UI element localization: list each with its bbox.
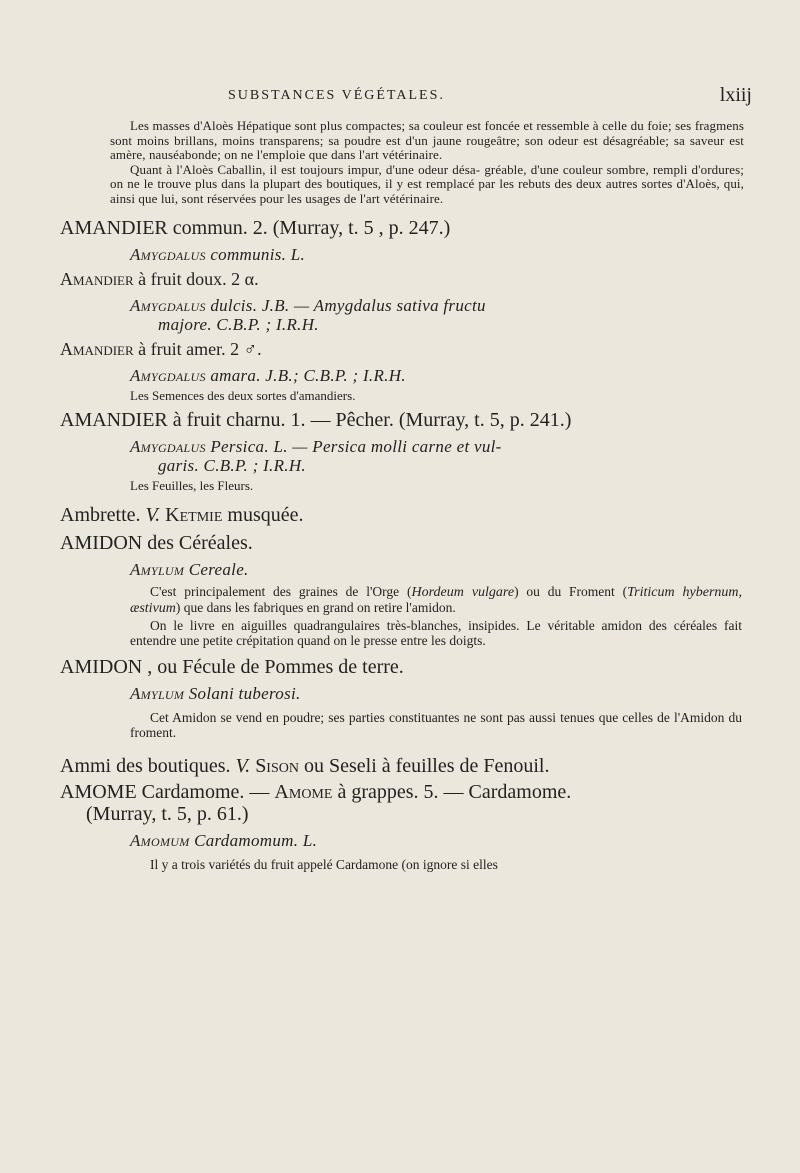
synonym-amandier-amer: Amygdalus amara. J.B.; C.B.P. ; I.R.H. — [130, 365, 406, 385]
synonym-amome: Amomum Cardamomum. L. — [130, 830, 318, 850]
synonym-amidon-pommes: Amylum Solani tuberosi. — [130, 684, 301, 704]
entry-amidon-pommes: AMIDON , ou Fécule de Pommes de terre. — [60, 656, 404, 679]
entry-amidon-cereales: AMIDON des Céréales. — [60, 532, 253, 555]
page-header — [60, 84, 752, 108]
entry-amandier-charnu: AMANDIER à fruit charnu. 1. — Pêcher. (Murray, t. 5, p. 241.) — [60, 409, 572, 432]
amome-paragraph: Il y a trois variétés du fruit appelé Cardamone (on ignore si elles — [150, 856, 498, 872]
entry-amandier-amer: Amandier à fruit amer. 2 ♂. — [60, 338, 262, 359]
entry-ammi: Ammi des boutiques. V. Sison ou Seseli à feuilles de Fenouil. — [60, 754, 550, 777]
entry-ambrette: Ambrette. V. Ketmie musquée. — [60, 504, 304, 527]
amidon-cereales-paragraph-2: On le livre en aiguilles quadrangulaires très-blanches, insipides. Le véritable amidon des céréales fait entendre une petite crépitation quand on le presse entre les doigts. — [130, 617, 742, 648]
entry-amandier-commun: AMANDIER commun. 2. (Murray, t. 5 , p. 247.) — [60, 216, 451, 239]
page-number: lxiij — [719, 84, 752, 106]
synonym-amandier-doux: Amygdalus dulcis. J.B. — Amygdalus sativa fructu — [130, 295, 486, 315]
note-amandier-amer: Les Semences des deux sortes d'amandiers. — [130, 387, 356, 403]
amidon-cereales-paragraph-1: C'est principalement des graines de l'Orge (Hordeum vulgare) ou du Froment (Triticum hybernum, æstivum) que dans les fabriques en grand on retire l'amidon. — [130, 584, 742, 616]
entry-amome: AMOME Cardamome. — Amome à grappes. 5. — Cardamome. — [60, 780, 572, 803]
synonym-amandier-charnu: Amygdalus Persica. L. — Persica molli carne et vul- — [130, 437, 502, 457]
synonym-amidon-cereales: Amylum Cereale. — [130, 560, 249, 580]
synonym-amandier-doux-cont: majore. C.B.P. ; I.R.H. — [158, 314, 319, 334]
synonym-amandier-commun: Amygdalus communis. L. — [130, 244, 306, 264]
aloes-hepatique-paragraph: Les masses d'Aloès Hépatique sont plus compactes; sa couleur est foncée et ressemble à celle du foie; ses fragmens sont moins brillans, moins transparens; sa poudre est d'un jaune rougeâtre; son odeur est désagréable; sa saveur est amère, nauséabonde; on ne l'emploie que dans l'art vétérinaire. — [110, 118, 745, 163]
aloes-caballin-paragraph: Quant à l'Aloès Caballin, il est toujours impur, d'une odeur désa- gréable, d'une couleur sombre, rempli d'ordures; on ne le trouve plus dans la plupart des boutiques, il y est remplacé par les rebuts des deux autres sortes d'Aloès, qui, ainsi que lui, sont réservées pour les usages de l'art vétérinaire. — [110, 161, 744, 206]
amidon-pommes-paragraph: Cet Amidon se vend en poudre; ses parties constituantes ne sont pas aussi tenues que celles de l'Amidon du froment. — [130, 710, 742, 741]
note-amandier-charnu: Les Feuilles, les Fleurs. — [130, 478, 254, 494]
page-content — [60, 119, 752, 873]
running-title: SUBSTANCES VÉGÉTALES. — [228, 88, 445, 103]
entry-amome-ref: (Murray, t. 5, p. 61.) — [86, 802, 249, 825]
synonym-amandier-charnu-cont: garis. C.B.P. ; I.R.H. — [158, 456, 306, 476]
entry-amandier-doux: Amandier à fruit doux. 2 α. — [60, 268, 259, 289]
